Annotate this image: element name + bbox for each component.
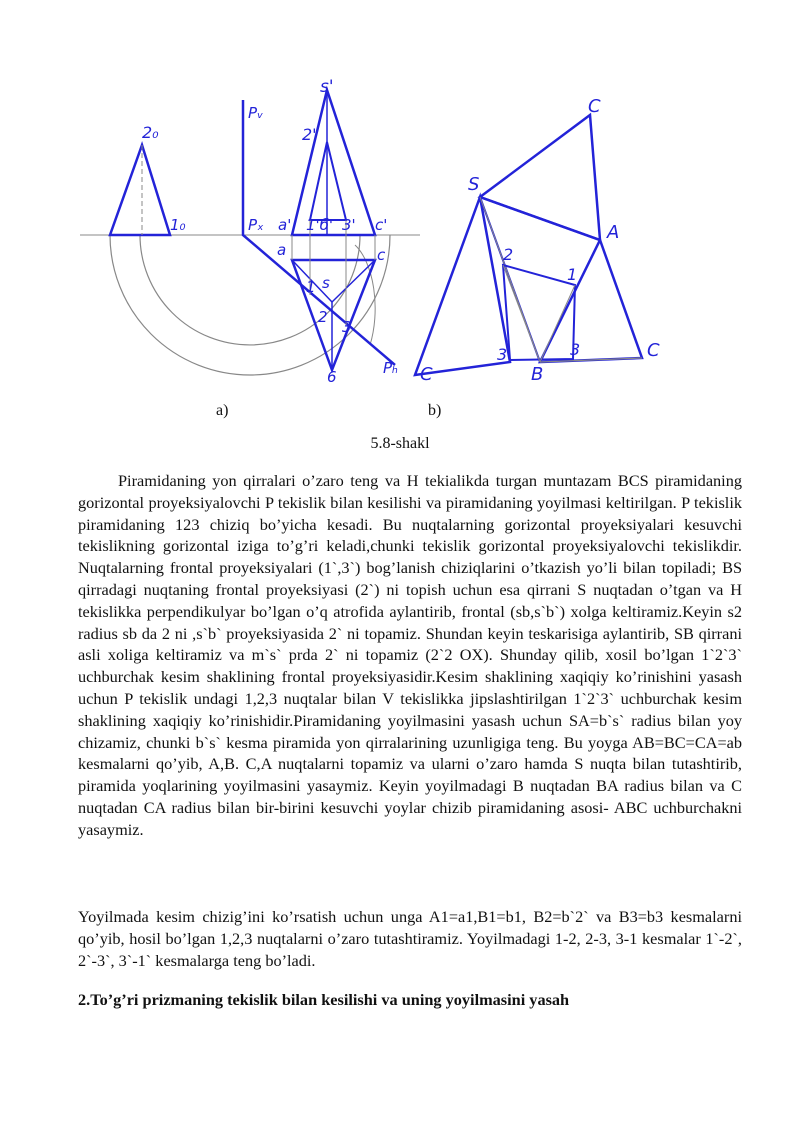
label-b-3-right: 3 (570, 340, 581, 359)
label-b-upper: B (531, 364, 544, 385)
frontal-section (310, 142, 346, 220)
drawing-a (80, 77, 420, 386)
label-c-right: C (647, 340, 660, 361)
edge-cs (332, 260, 375, 302)
development-base (540, 240, 642, 362)
development-face-scb (415, 197, 510, 375)
label-c: c (377, 246, 386, 264)
label-s-upper: S (468, 174, 480, 195)
label-6: 6 (327, 368, 337, 386)
label-b-1: 1 (567, 265, 578, 284)
label-1-prime-b-prime: 1'б' (306, 216, 334, 234)
figure-label-a: a) (216, 402, 229, 419)
label-c-top: C (588, 96, 601, 117)
paragraph-1: Piramidaning yon qirralari o’zaro teng va H tekialikda turgan muntazam BCS piramidaning gorizontal proyeksiyalovchi P tekislik bilan kesilishi va piramidaning yoyilmasi keltirilgan. P tekislik piramidaning 123 chiziq bo’yicha kesadi. Bu nuqtalarning gorizontal proyeksiyalari kesuvchi tekislikning gorizontal iziga to’g’ri keladi,chunki tekislik gorizontal proyeksiyalovchi tekislikdir. Nuqtalarning frontal proyeksiyalari (1`,3`) bog’lanish chiziqlarini o’tkazish yo’li bilan topiladi; BS qirradagi nuqtaning frontal proyeksiyasi (2`) ni topish uchun esa qirrani S nuqtadan o’tgan va H tekislikka perpendikulyar bo’lgan o’q atrofida aylantirib, frontal (sb,s`b`) xolga keltiramiz.Keyin s2 radius sb da 2 ni ,s`b` proyeksiyasida 2` ni topamiz. Shundan keyin teskarisiga aylantirib, SB qirrani asli xoliga keltiramiz va m`s` prda 2` ni topamiz (2`2 OX). Shunday qilib, xosil bo’lgan 1`2`3` uchburchak kesim shaklining frontal proyeksiyasidir.Kesim shaklining xaqiqiy ko’rinishini yasash uchun P tekislik undagi 1,2,3 nuqtalar bilan V tekislikka jipslashtirilgan 1`2`3` uchburchak kesim shaklining xaqiqiy ko’rinishidir.Piramidaning yoyilmasini yasash uchun SA=b`s` radius bilan yoy chizamiz, chunki b`s` kesma piramida yon qirralarining uzunligiga teng. Bu yoyga AB=BC=CA=ab kesmalarni qo’yib, A,B. C,A nuqtalarni topamiz va ularni o’zaro hamda S nuqta bilan tutashtirib, piramida yoqlarining yoyilmasini yasaymiz. Keyin yoyilmadagi B nuqtadan BA radius bilan va C nuqtadan CA radius bilan bir-birini kesuvchi yoylar chizib piramidaning asosi- ABC uchburchakni yasaymiz. (78, 471, 742, 839)
label-ph: Pₕ (383, 359, 399, 377)
technical-drawing (70, 70, 750, 400)
drawing-b (415, 96, 660, 385)
edge-s-a (480, 197, 600, 240)
label-a-prime: a' (278, 216, 292, 234)
horizontal-pyramid (292, 260, 375, 370)
label-c-left: C (420, 364, 433, 385)
label-pv: Pᵥ (248, 104, 264, 122)
label-1-0: 1₀ (170, 216, 186, 234)
label-b-2: 2 (503, 245, 514, 264)
development-face-sca (480, 115, 600, 240)
label-s: s (322, 274, 330, 292)
figure-label-b: b) (428, 402, 442, 419)
frontal-pyramid (292, 90, 375, 235)
label-a-upper: A (607, 222, 620, 243)
label-2-prime: 2' (302, 125, 317, 144)
label-c-prime: c' (375, 216, 388, 234)
arc-outer (110, 235, 390, 375)
label-px: Pₓ (248, 216, 264, 234)
rotated-triangle (110, 145, 170, 235)
paragraph-2: Yoyilmada kesim chizig’ini ko’rsatish uchun unga A1=a1,B1=b1, B2=b`2` va B3=b3 kesmalarni qo’yib, hosil bo’lgan 1,2,3 nuqtalarni o’zaro tutashtiramiz. Yoyilmadagi 1-2, 2-3, 3-1 kesmalar 1`-2`, 2`-3`, 3`-1` kesmalarga teng bo’ladi. (78, 907, 742, 970)
label-3-prime: 3' (342, 216, 356, 234)
label-a: a (277, 241, 287, 259)
figure-caption: 5.8-shakl (370, 435, 430, 452)
label-3: 3 (342, 318, 352, 336)
label-1: 1 (306, 278, 316, 296)
label-2-0: 2₀ (142, 123, 159, 142)
label-b-3-left: 3 (497, 345, 508, 364)
section-heading: 2.To’g’ri prizmaning tekislik bilan kesilishi va uning yoyilmasini yasah (78, 990, 570, 1009)
label-2: 2 (318, 308, 328, 326)
label-s-prime: s' (320, 77, 334, 97)
figure-5-8 (70, 70, 750, 419)
